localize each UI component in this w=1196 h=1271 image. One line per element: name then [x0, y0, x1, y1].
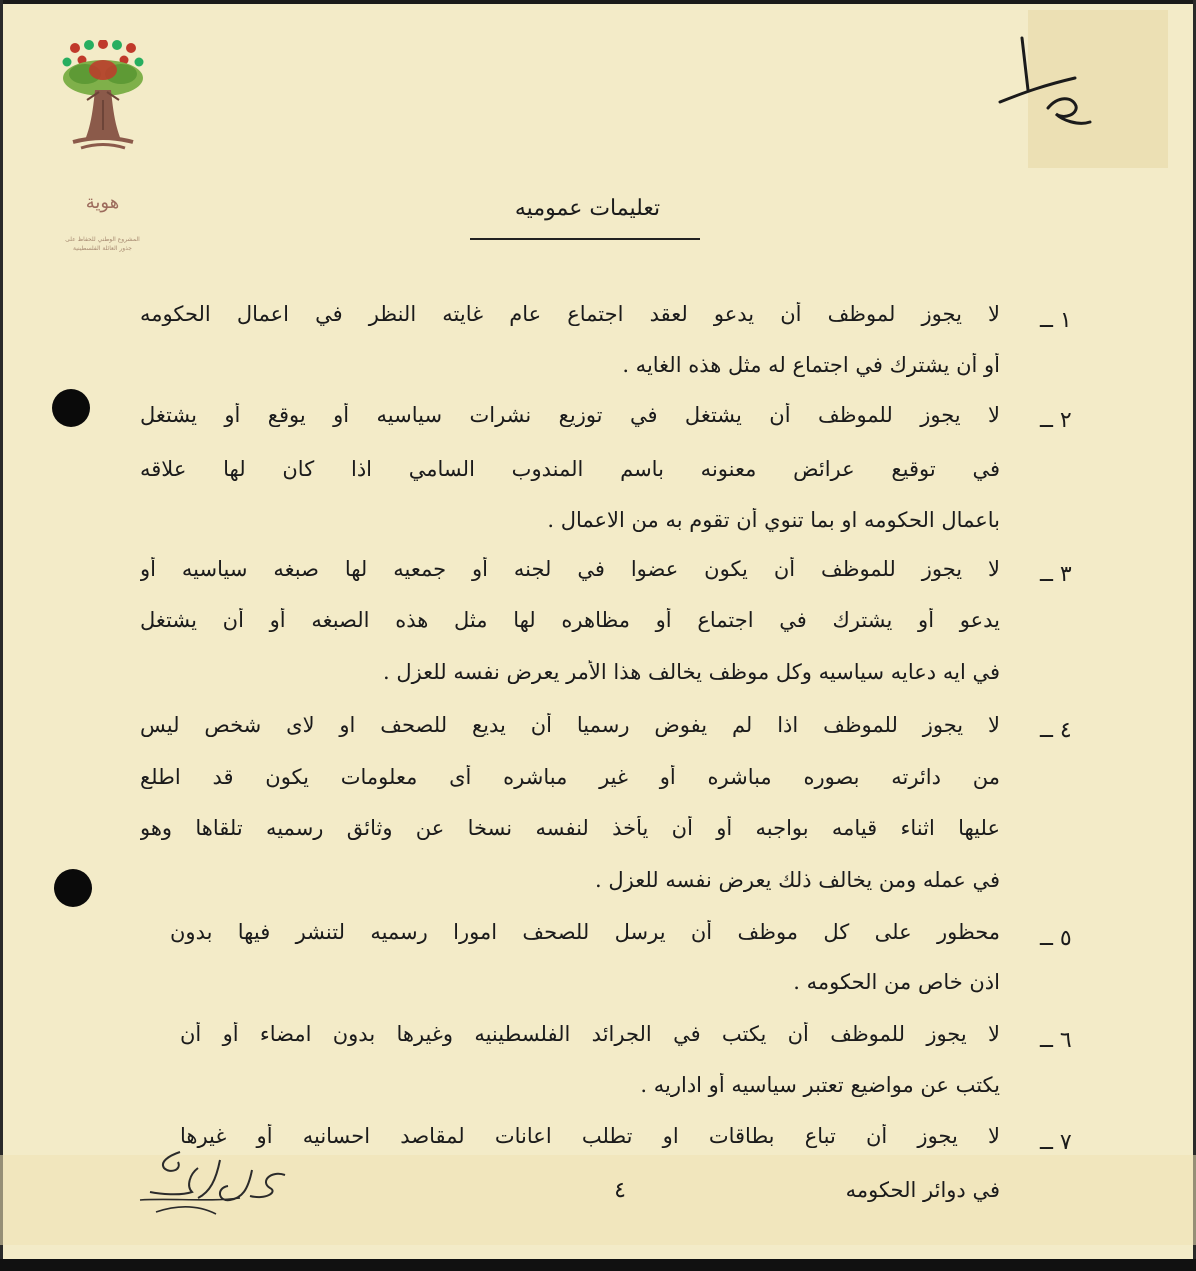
- logo-subtitle: [35, 235, 170, 253]
- scan-edge-top: [0, 0, 1196, 4]
- clause-number-2: ٢ ــ: [1040, 408, 1072, 433]
- clause-4-line-3: عليها اثناء قيامه بواجبه أو أن يأخذ لنفسه نسخا عن وثائق رسميه تلقاها وهو: [140, 816, 1000, 840]
- handwritten-folio-icon: [990, 30, 1100, 130]
- logo-name: هوية: [85, 192, 120, 213]
- signature-icon: [120, 1140, 300, 1230]
- clause-5-line-2: اذن خاص من الحكومه .: [793, 970, 1000, 994]
- clause-number-7: ٧ ــ: [1040, 1130, 1072, 1155]
- clause-number-6: ٦ ــ: [1040, 1028, 1072, 1053]
- clause-number-1: ١ ــ: [1040, 308, 1072, 333]
- clause-7-line-1: لا يجوز أن تباع بطاقات او تطلب اعانات لمقاصد احسانيه أو غيرها: [180, 1124, 1000, 1148]
- punch-hole-upper: [52, 389, 90, 427]
- family-tree-icon: [55, 40, 150, 190]
- clause-4-line-1: لا يجوز للموظف اذا لم يفوض رسميا أن يديع للصحف او لاى شخص ليس: [140, 713, 1000, 737]
- clause-2-line-1: لا يجوز للموظف أن يشتغل في توزيع نشرات سياسيه أو يوقع أو يشتغل: [140, 403, 1000, 427]
- clause-6-line-2: يكتب عن مواضيع تعتبر سياسيه أو اداريه .: [640, 1073, 1000, 1097]
- scan-edge-left: [0, 0, 3, 1271]
- clause-4-line-4: في عمله ومن يخالف ذلك يعرض نفسه للعزل .: [595, 868, 1000, 892]
- title-underline: [470, 238, 700, 240]
- clause-4-line-2: من دائرته بصوره مباشره أو غير مباشره أى معلومات يكون قد اطلع: [140, 765, 1000, 789]
- clause-6-line-1: لا يجوز للموظف أن يكتب في الجرائد الفلسطينيه وغيرها بدون امضاء أو أن: [180, 1022, 1000, 1046]
- clause-number-4: ٤ ــ: [1040, 718, 1072, 743]
- punch-hole-lower: [54, 869, 92, 907]
- clause-2-line-2: في توقيع عرائض معنونه باسم المندوب السامي اذا كان لها علاقه: [140, 457, 1000, 481]
- clause-5-line-1: محظور على كل موظف أن يرسل للصحف امورا رسميه لتنشر فيها بدون: [170, 920, 1000, 944]
- page-number: ٤: [614, 1178, 626, 1203]
- clause-7-line-2: في دوائر الحكومه: [845, 1178, 1000, 1202]
- folio-mark: [990, 30, 1100, 130]
- clause-1-line-1: لا يجوز لموظف أن يدعو لعقد اجتماع عام غايته النظر في اعمال الحكومه: [140, 302, 1000, 326]
- clause-3-line-3: في ايه دعايه سياسيه وكل موظف يخالف هذا الأمر يعرض نفسه للعزل .: [382, 660, 1000, 684]
- handwritten-signature: [120, 1140, 300, 1230]
- clause-3-line-1: لا يجوز للموظف أن يكون عضوا في لجنه أو جمعيه لها صبغه سياسيه أو: [140, 557, 1000, 581]
- logo-subtitle-line-1: المشروع الوطني للحفاظ على: [65, 236, 140, 243]
- logo-subtitle-line-2: جذور العائلة الفلسطينية: [73, 245, 132, 252]
- scan-edge-bottom: [0, 1259, 1196, 1271]
- clause-1-line-2: أو أن يشترك في اجتماع له مثل هذه الغايه .: [622, 353, 1000, 377]
- clause-2-line-3: باعمال الحكومه او بما تنوي أن تقوم به من الاعمال .: [547, 508, 1000, 532]
- clause-number-5: ٥ ــ: [1040, 926, 1072, 951]
- document-title: تعليمات عموميه: [514, 196, 661, 221]
- clause-3-line-2: يدعو أو يشترك في اجتماع أو مظاهره لها مثل هذه الصبغه أو أن يشتغل: [140, 608, 1000, 632]
- clause-number-3: ٣ ــ: [1040, 562, 1072, 587]
- archive-logo: [55, 40, 150, 252]
